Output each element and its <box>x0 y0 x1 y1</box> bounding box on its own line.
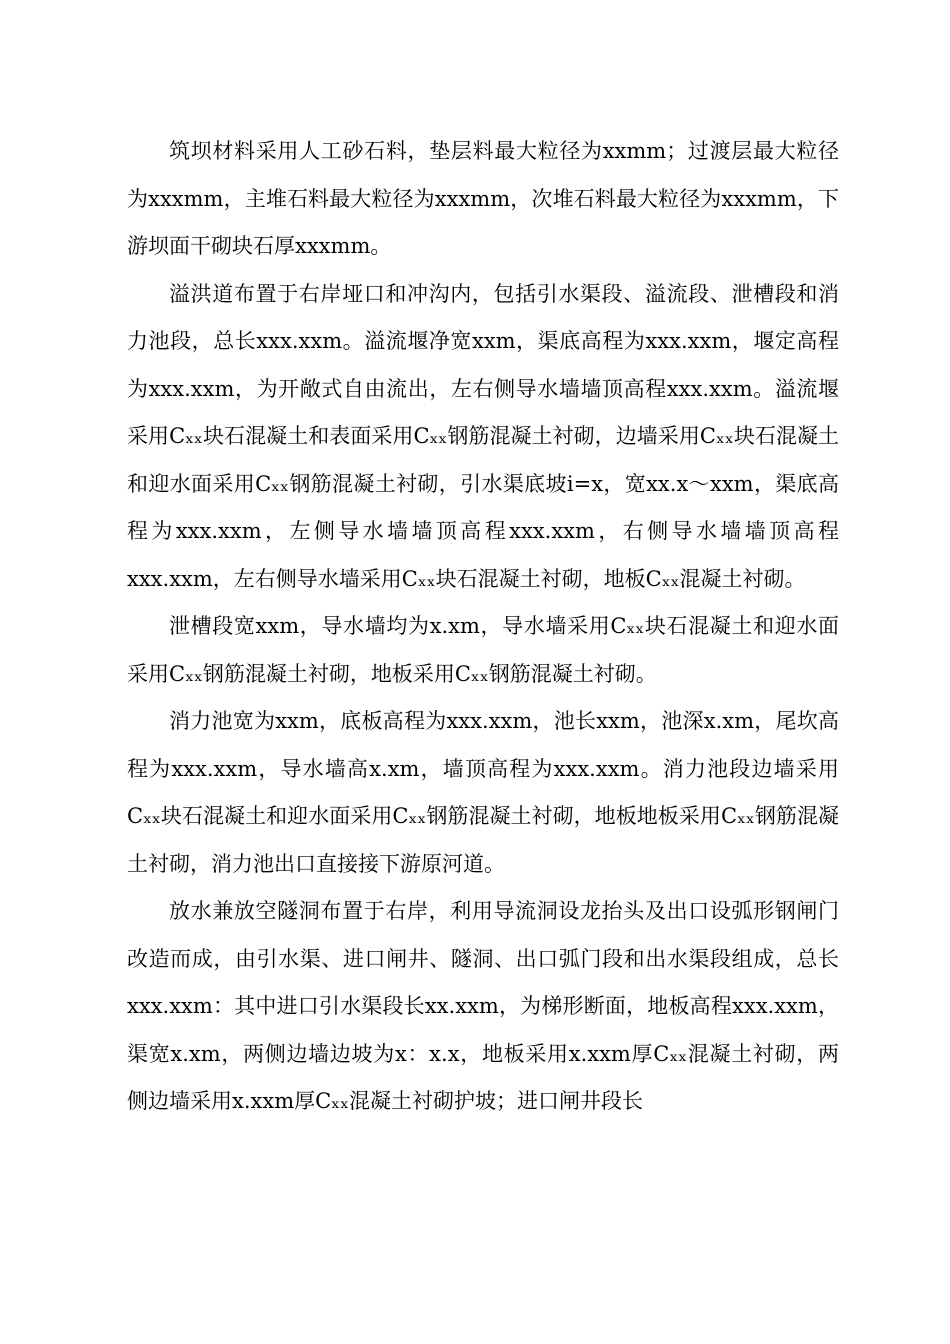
paragraph-outlet-tunnel: 放水兼放空隧洞布置于右岸，利用导流洞设龙抬头及出口设弧形钢闸门改造而成，由引水渠、进口闸井、隧洞、出口弧门段和出水渠段组成，总长xxx.xxm：其中进口引水渠段长xx.xxm，为梯形断面，地板高程xxx.xxm，渠宽x.xm，两侧边墙边坡为x：x.x，地板采用x.xxm厚Cₓₓ混凝土衬砌，两侧边墙采用x.xxm厚Cₓₓ混凝土衬砌护坡；进口闸井段长 <box>127 899 839 1113</box>
body-text <box>127 128 839 1126</box>
paragraph-spillway: 溢洪道布置于右岸垭口和冲沟内，包括引水渠段、溢流段、泄槽段和消力池段，总长xxx.xxm。溢流堰净宽xxm，渠底高程为xxx.xxm，堰定高程为xxx.xxm，为开敞式自由流出，左右侧导水墙墙顶高程xxx.xxm。溢流堰采用Cₓₓ块石混凝土和表面采用Cₓₓ钢筋混凝土衬砌，边墙采用Cₓₓ块石混凝土和迎水面采用Cₓₓ钢筋混凝土衬砌，引水渠底坡i=x，宽xx.x～xxm，渠底高程为xxx.xxm，左侧导水墙墙顶高程xxx.xxm，右侧导水墙墙顶高程xxx.xxm，左右侧导水墙采用Cₓₓ块石混凝土衬砌，地板Cₓₓ混凝土衬砌。 <box>127 281 839 591</box>
paragraph-chute-section: 泄槽段宽xxm，导水墙均为x.xm，导水墙采用Cₓₓ块石混凝土和迎水面采用Cₓₓ钢筋混凝土衬砌，地板采用Cₓₓ钢筋混凝土衬砌。 <box>127 614 839 686</box>
paragraph-dam-materials: 筑坝材料采用人工砂石料，垫层料最大粒径为xxmm；过渡层最大粒径为xxxmm，主堆石料最大粒径为xxxmm，次堆石料最大粒径为xxxmm，下游坝面干砌块石厚xxxmm。 <box>127 139 839 258</box>
paragraph-stilling-basin: 消力池宽为xxm，底板高程为xxx.xxm，池长xxm，池深x.xm，尾坎高程为xxx.xxm，导水墙高x.xm，墙顶高程为xxx.xxm。消力池段边墙采用Cₓₓ块石混凝土和迎水面采用Cₓₓ钢筋混凝土衬砌，地板地板采用Cₓₓ钢筋混凝土衬砌，消力池出口直接接下游原河道。 <box>127 709 839 876</box>
